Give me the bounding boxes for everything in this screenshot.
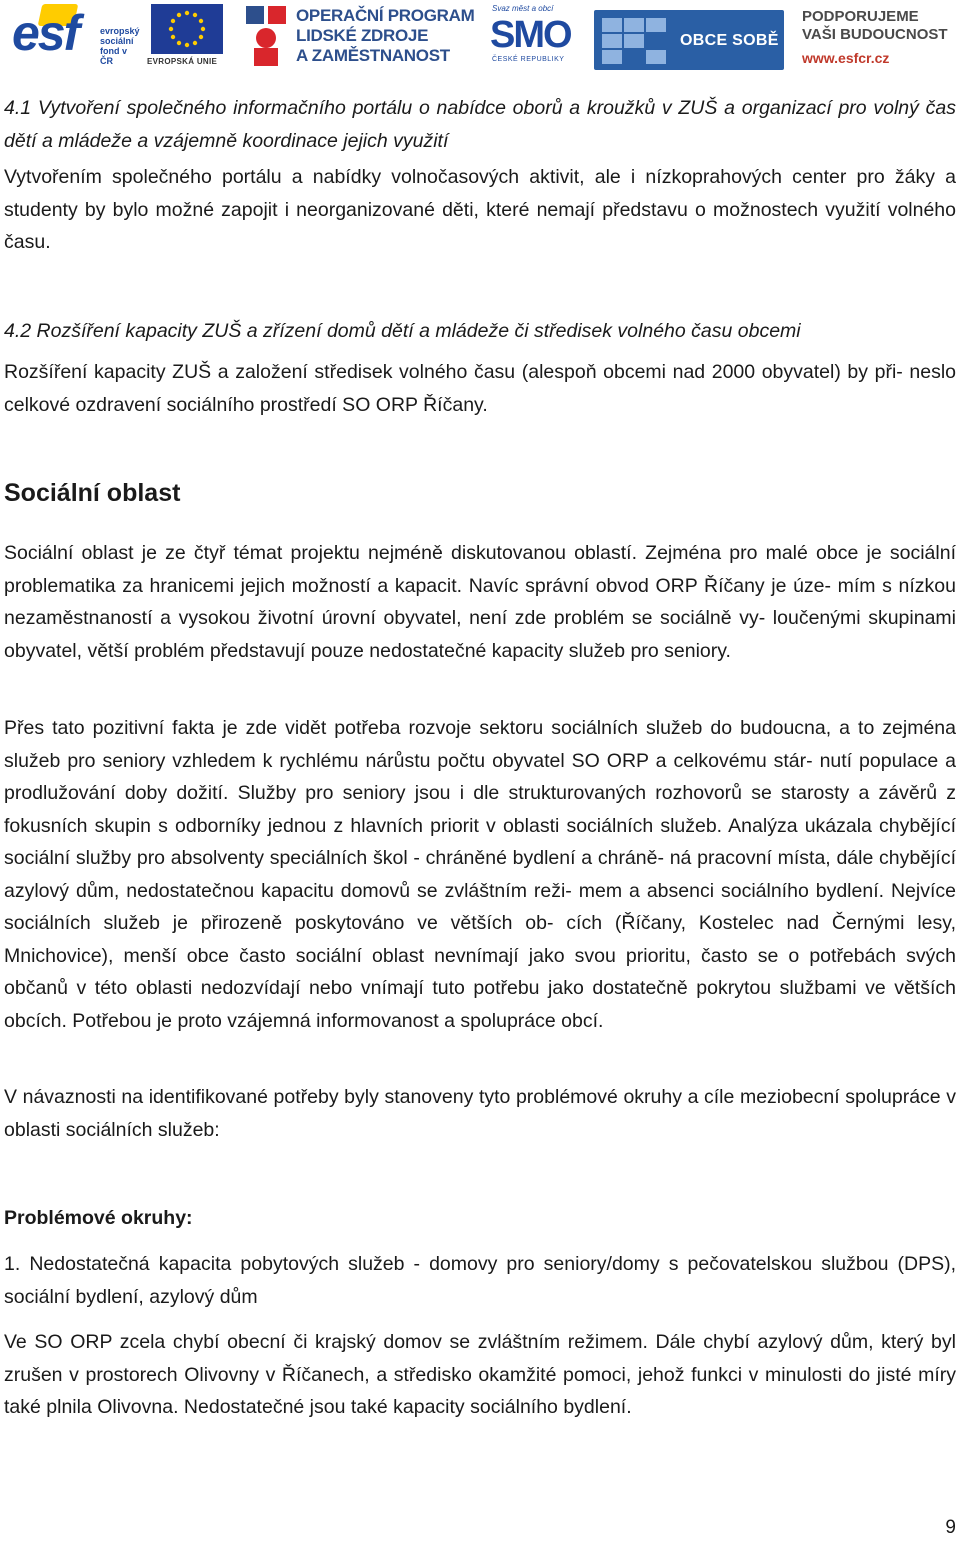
- esf-logo: [10, 2, 142, 68]
- problem-item-1-body: Ve SO ORP zcela chybí obecní či krajský domov se zvláštním režimem. Dále chybí azylový dům, který byl zrušen v prostorech Olivovny v Říčanech, a středisko okamžité pomoci, jehož funkci v minulosti do jisté míry také plnila Olivovna. Nedostatečné jsou také kapacity sociálního bydlení.: [4, 1331, 956, 1418]
- section-4-2-heading: 4.2 Rozšíření kapacity ZUŠ a zřízení domů dětí a mládeže či středisek volného času obcemi: [4, 320, 801, 342]
- podporujeme-text: [802, 8, 948, 44]
- social-section-title: Sociální oblast: [4, 479, 181, 507]
- smo-logo: [486, 2, 578, 68]
- eu-stars-icon: [151, 4, 223, 54]
- esf-sub-line: sociální: [100, 36, 134, 46]
- problem-item-1: 1. Nedostatečná kapacita pobytových služeb - domovy pro seniory/domy s pečovatelskou službou (DPS), sociální bydlení, azylový dům: [4, 1253, 956, 1308]
- op-lzz-text: [296, 6, 474, 66]
- social-paragraph-3: V návaznosti na identifikované potřeby byly stanoveny tyto problémové okruhy a cíle meziobecní spolupráce v oblasti sociálních služeb:: [4, 1086, 956, 1141]
- esf-subtitle: [100, 26, 142, 66]
- obce-sobe-logo: [594, 2, 784, 68]
- section-4-1-body: Vytvořením společného portálu a nabídky volnočasových aktivit, ale i nízkoprahových center pro žáky a studenty by bylo možné zapojit i neorganizované děti, které nemají představu o možnostech využití volného času.: [4, 166, 956, 253]
- obce-sobe-box: [594, 10, 784, 70]
- esfcr-url: www.esfcr.cz: [802, 50, 890, 66]
- pod-line: PODPORUJEME: [802, 8, 919, 25]
- op-line: A ZAMĚSTNANOST: [296, 46, 450, 65]
- obce-sobe-text: OBCE SOBĚ: [680, 32, 779, 49]
- smo-arc-text: Svaz měst a obcí: [492, 4, 554, 13]
- eu-caption: EVROPSKÁ UNIE: [147, 57, 218, 66]
- social-paragraph-1: Sociální oblast je ze čtyř témat projektu nejméně diskutovanou oblastí. Zejména pro malé obce je sociální problematika za hranicemi jejich možností a kapacit. Navíc správní obvod ORP Říčany je úze- mím s nízkou nezaměstnaností a vysokou životní úrovní obyvatel, není zde problém se sociálně vy- loučenými skupinami obyvatel, větší problém představují pouze nedostatečné kapacity služeb pro seniory.: [4, 542, 956, 662]
- podporujeme-logo: [802, 2, 952, 68]
- page-number: 9: [945, 1517, 956, 1538]
- section-4-1-heading: 4.1 Vytvoření společného informačního portálu o nabídce oborů a kroužků v ZUŠ a organizací pro volný čas dětí a mládeže a vzájemně koordinace jejich využití: [4, 97, 956, 152]
- op-lzz-logo: [244, 2, 476, 68]
- smo-caption: ČESKÉ REPUBLIKY: [492, 56, 565, 63]
- op-line: OPERAČNÍ PROGRAM: [296, 6, 475, 25]
- smo-wordmark: SMO: [490, 14, 571, 56]
- section-4-2-body: Rozšíření kapacity ZUŠ a založení středisek volného času (alespoň obcemi nad 2000 obyvatel) by při- neslo celkové ozdravení sociálního prostředí SO ORP Říčany.: [4, 361, 956, 416]
- op-figure-icon: [244, 2, 290, 68]
- eu-logo: [147, 2, 227, 68]
- op-line: LIDSKÉ ZDROJE: [296, 26, 429, 45]
- eu-flag-icon: [151, 4, 223, 54]
- esf-wordmark: esf: [12, 5, 79, 61]
- esf-sub-line: evropský: [100, 26, 140, 36]
- social-paragraph-2: Přes tato pozitivní fakta je zde vidět potřeba rozvoje sektoru sociálních služeb do budoucna, a to zejména služeb pro seniory vzhledem k rychlému nárůstu počtu obyvatel SO ORP a celkovému stár- nutí populace a prodlužování doby dožití. Služby pro seniory jsou i dle strukturovaných rozhovorů se starosty a závěrů z fokusních skupin s odborníky jednou z hlavních priorit v oblasti sociálních služeb. Analýza ukázala chybějící sociální služby pro absolventy speciálních škol - chráněné bydlení a chráně- ná pracovní místa, dále chybějící azylový dům, nedostatečnou kapacitu domovů se zvláštním reži- mem a absenci sociálního bydlení. Nejvíce sociálních služeb je přirozeně poskytováno ve větších ob- cích (Říčany, Kostelec nad Černými lesy, Mnichovice), menší obce často sociální oblast nevnímají jako svou prioritu, často se o potřebách svých občanů v této oblasti nedozvídají nebo vnímají tuto potřebu jako dostatečně pokrytou službami ve větších obcích. Potřebou je proto vzájemná informovanost a spolupráce obcí.: [4, 717, 956, 1032]
- pod-line: VAŠI BUDOUCNOST: [802, 26, 948, 43]
- puzzle-icon: [602, 18, 666, 64]
- logo-header: [0, 0, 960, 72]
- problems-title: Problémové okruhy:: [4, 1207, 193, 1229]
- esf-sub-line: fond v ČR: [100, 46, 127, 66]
